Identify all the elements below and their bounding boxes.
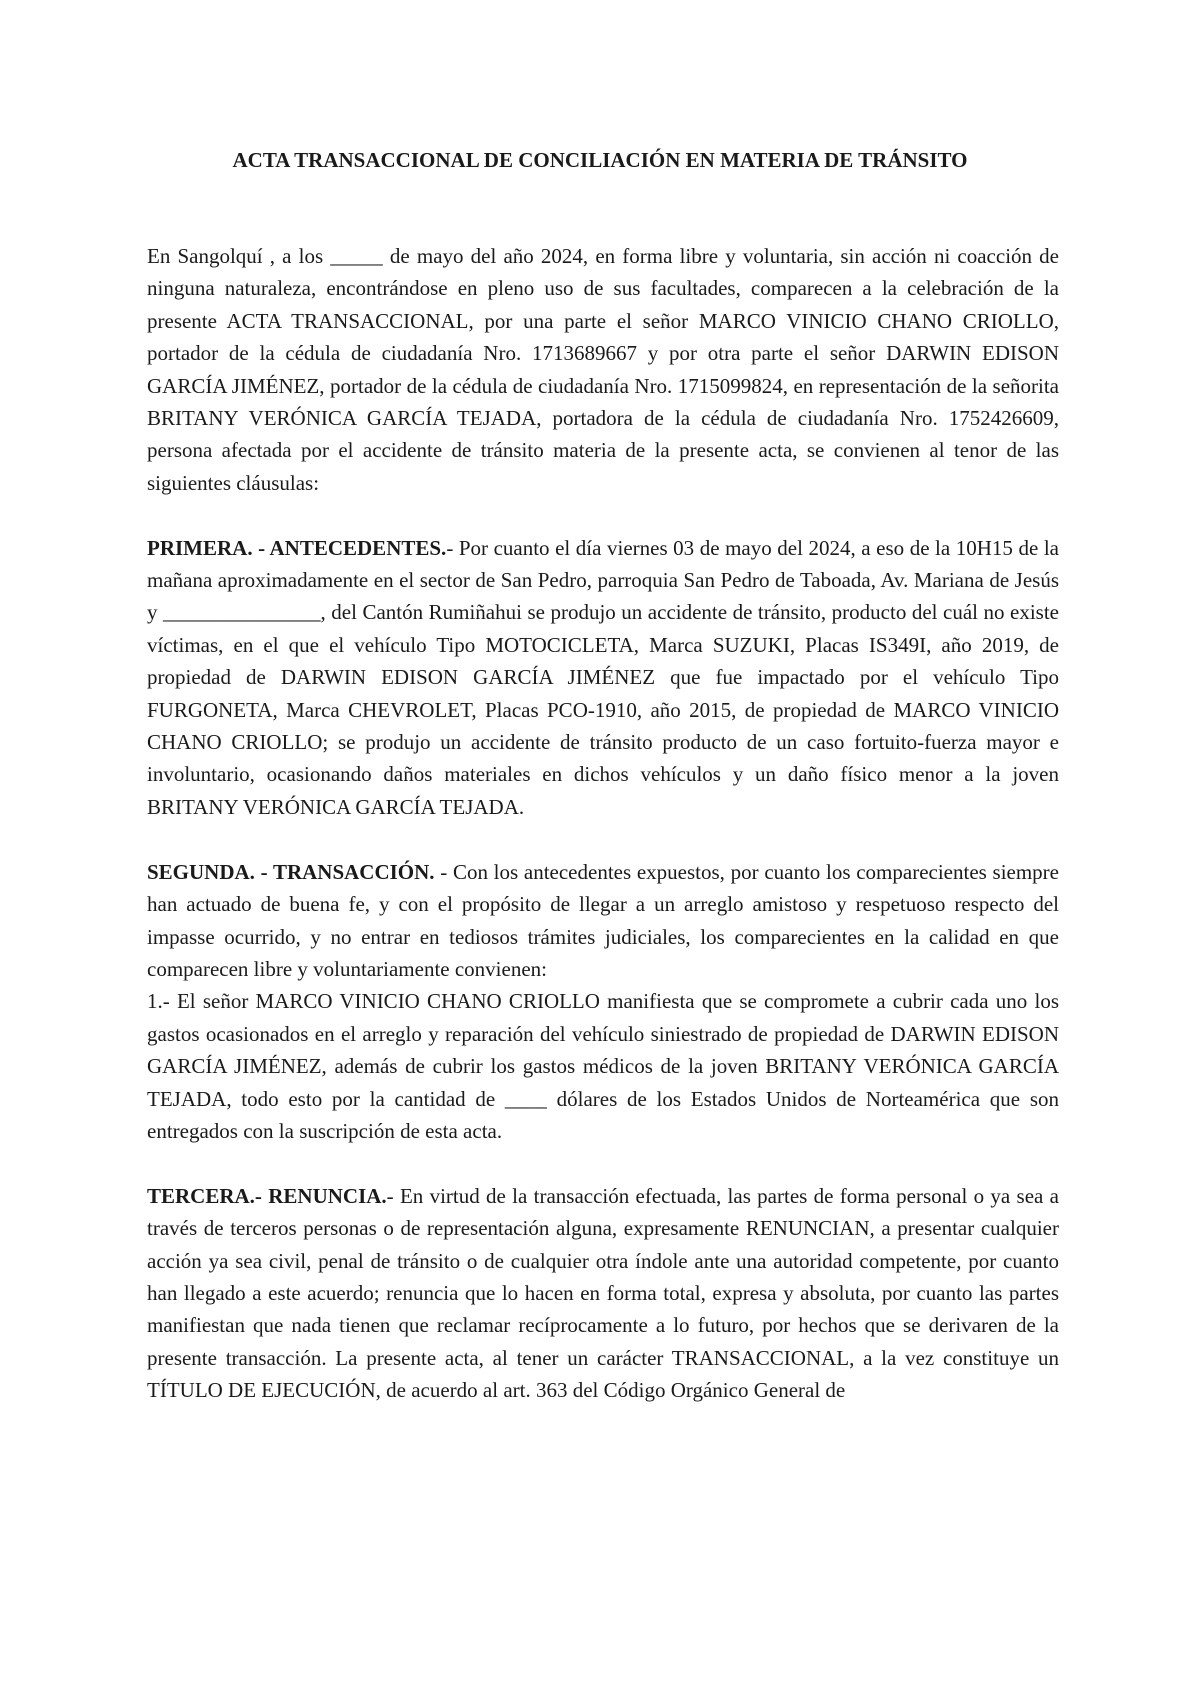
clause-segunda-item-1: 1.- El señor MARCO VINICIO CHANO CRIOLLO manifiesta que se compromete a cubrir cada uno los gastos ocasionados en el arreglo y reparación del vehículo siniestrado de propiedad de DARWIN EDISON GARCÍA JIMÉNEZ, además de cubrir los gastos médicos de la joven BRITANY VERÓNICA GARCÍA TEJADA, todo esto por la cantidad de ____ dólares de los Estados Unidos de Norteamérica que son entregados con la suscripción de esta acta.	[147, 989, 1059, 1143]
clause-segunda	[147, 856, 1059, 986]
paragraph-spacer	[147, 1147, 1059, 1179]
clause-tercera	[147, 1180, 1059, 1407]
document-body	[147, 240, 1059, 1407]
intro-paragraph: En Sangolquí , a los _____ de mayo del año 2024, en forma libre y voluntaria, sin acción ni coacción de ninguna naturaleza, encontrándose en pleno uso de sus facultades, comparecen a la celebración de la presente ACTA TRANSACCIONAL, por una parte el señor MARCO VINICIO CHANO CRIOLLO, portador de la cédula de ciudadanía Nro. 1713689667 y por otra parte el señor DARWIN EDISON GARCÍA JIMÉNEZ, portador de la cédula de ciudadanía Nro. 1715099824, en representación de la señorita BRITANY VERÓNICA GARCÍA TEJADA, portadora de la cédula de ciudadanía Nro. 1752426609, persona afectada por el accidente de tránsito materia de la presente acta, se convienen al tenor de las siguientes cláusulas:	[147, 244, 1059, 495]
clause-segunda-heading: SEGUNDA. - TRANSACCIÓN.	[147, 859, 435, 884]
paragraph-spacer	[147, 499, 1059, 531]
document-title: ACTA TRANSACCIONAL DE CONCILIACIÓN EN MATERIA DE TRÁNSITO	[232, 148, 968, 172]
clause-segunda-text: - Con los antecedentes expuestos, por cuanto los comparecientes siempre han actuado de buena fe, y con el propósito de llegar a un arreglo amistoso y respetuoso respecto del impasse ocurrido, y no entrar en tediosos trámites judiciales, los comparecientes en la calidad en que comparecen libre y voluntariamente convienen:	[147, 859, 1059, 981]
clause-primera-text: - Por cuanto el día viernes 03 de mayo del 2024, a eso de la 10H15 de la mañana aproximadamente en el sector de San Pedro, parroquia San Pedro de Taboada, Av. Mariana de Jesús y _______________, del Cantón Rumiñahui se produjo un accidente de tránsito, producto del cuál no existe víctimas, en el que el vehículo Tipo MOTOCICLETA, Marca SUZUKI, Placas IS349I, año 2019, de propiedad de DARWIN EDISON GARCÍA JIMÉNEZ que fue impactado por el vehículo Tipo FURGONETA, Marca CHEVROLET, Placas PCO-1910, año 2015, de propiedad de MARCO VINICIO CHANO CRIOLLO; se produjo un accidente de tránsito producto de un caso fortuito-fuerza mayor e involuntario, ocasionando daños materiales en dichos vehículos y un daño físico menor a la joven BRITANY VERÓNICA GARCÍA TEJADA.	[147, 535, 1059, 819]
paragraph-spacer	[147, 823, 1059, 855]
clause-tercera-heading: TERCERA.- RENUNCIA.	[147, 1183, 387, 1208]
clause-tercera-text: - En virtud de la transacción efectuada, las partes de forma personal o ya sea a través de terceros personas o de representación alguna, expresamente RENUNCIAN, a presentar cualquier acción ya sea civil, penal de tránsito o de cualquier otra índole ante una autoridad competente, por cuanto han llegado a este acuerdo; renuncia que lo hacen en forma total, expresa y absoluta, por cuanto las partes manifiestan que nada tienen que reclamar recíprocamente a lo futuro, por hechos que se derivaren de la presente transacción. La presente acta, al tener un carácter TRANSACCIONAL, a la vez constituye un TÍTULO DE EJECUCIÓN, de acuerdo al art. 363 del Código Orgánico General de	[147, 1183, 1059, 1403]
clause-primera	[147, 532, 1059, 824]
clause-primera-heading: PRIMERA. - ANTECEDENTES.	[147, 535, 447, 560]
